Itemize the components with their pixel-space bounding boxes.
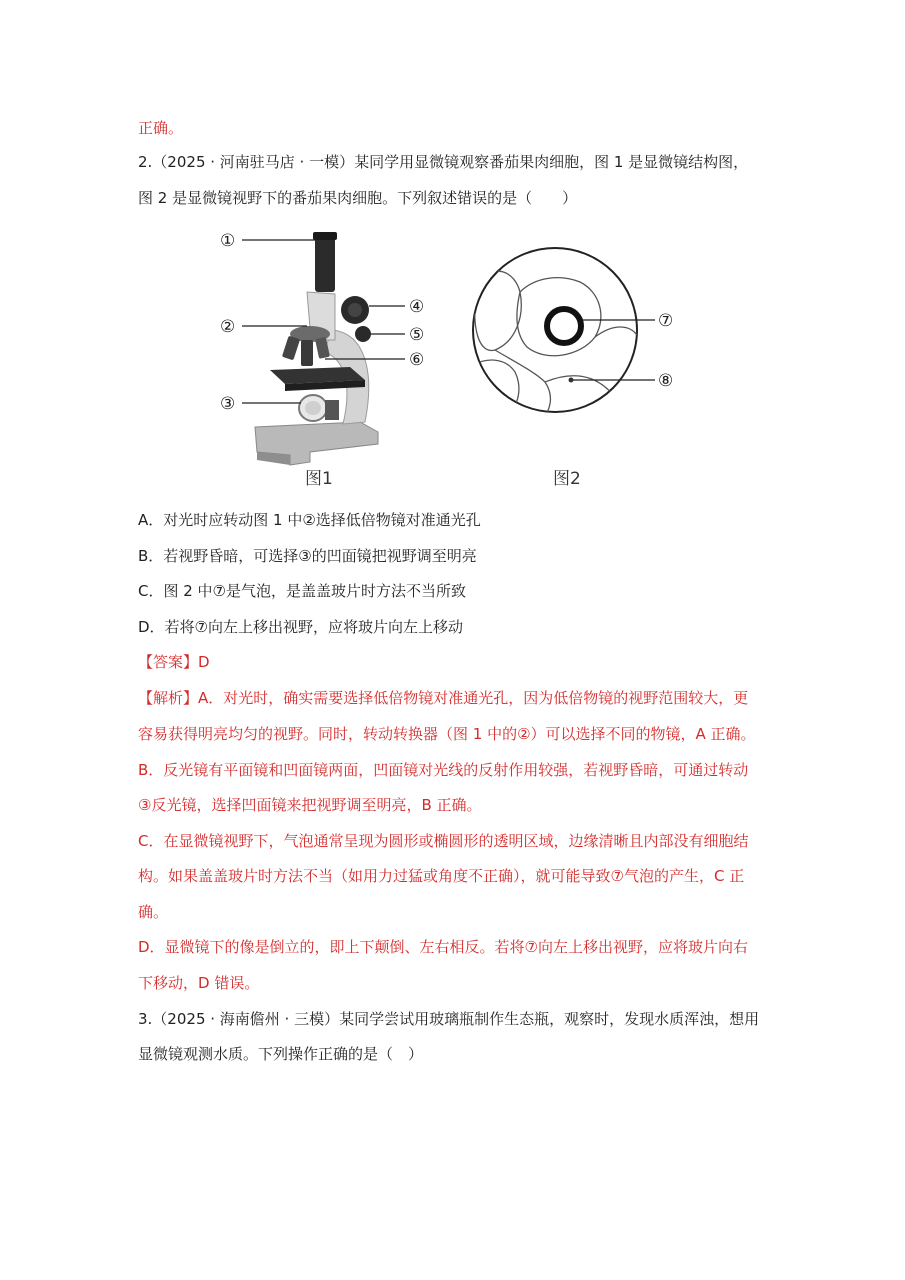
figures-svg bbox=[215, 222, 685, 497]
previous-answer-continuation: 正确。 bbox=[138, 119, 184, 137]
analysis-line-5: C．在显微镜视野下，气泡通常呈现为圆形或椭圆形的透明区域，边缘清晰且内部没有细胞结 bbox=[138, 832, 749, 850]
option-c: C．图 2 中⑦是气泡，是盖盖玻片时方法不当所致 bbox=[138, 582, 467, 600]
field-of-view-illustration bbox=[470, 243, 641, 422]
analysis-line-2: 容易获得明亮均匀的视野。同时，转动转换器（图 1 中的②）可以选择不同的物镜，A 正确。 bbox=[138, 725, 756, 743]
figure-1-label-4: ④ bbox=[409, 297, 425, 317]
figure-1-caption: 图1 bbox=[305, 469, 333, 489]
figure-1-label-6: ⑥ bbox=[409, 350, 425, 370]
analysis-line-1: 【解析】A．对光时，确实需要选择低倍物镜对准通光孔，因为低倍物镜的视野范围较大，更 bbox=[138, 689, 749, 707]
analysis-line-9: 下移动，D 错误。 bbox=[138, 974, 260, 992]
figure-2-label-7: ⑦ bbox=[658, 311, 674, 331]
analysis-line-8: D．显微镜下的像是倒立的，即上下颠倒、左右相反。若将⑦向左上移出视野，应将玻片向右 bbox=[138, 938, 749, 956]
question-3-stem-line-1: 3.（2025 · 海南儋州 · 三模）某同学尝试用玻璃瓶制作生态瓶，观察时，发现水质浑浊，想用 bbox=[138, 1010, 760, 1028]
figure-1-label-5: ⑤ bbox=[409, 325, 425, 345]
microscope-illustration bbox=[255, 232, 378, 465]
option-b: B．若视野昏暗，可选择③的凹面镜把视野调至明亮 bbox=[138, 547, 477, 565]
option-a: A．对光时应转动图 1 中②选择低倍物镜对准通光孔 bbox=[138, 511, 481, 529]
question-3-stem-line-2: 显微镜观测水质。下列操作正确的是（ ） bbox=[138, 1045, 424, 1063]
figure-1-label-3: ③ bbox=[220, 394, 236, 414]
figure-1-label-1: ① bbox=[220, 231, 236, 251]
figure-2-caption: 图2 bbox=[553, 469, 581, 489]
question-2-figures bbox=[215, 222, 685, 497]
figure-2-label-8: ⑧ bbox=[658, 371, 674, 391]
answer-line: 【答案】D bbox=[138, 653, 210, 671]
analysis-line-7: 确。 bbox=[138, 903, 169, 921]
analysis-line-3: B．反光镜有平面镜和凹面镜两面，凹面镜对光线的反射作用较强，若视野昏暗，可通过转动 bbox=[138, 761, 749, 779]
figure-1-label-2: ② bbox=[220, 317, 236, 337]
analysis-line-6: 构。如果盖盖玻片时方法不当（如用力过猛或角度不正确），就可能导致⑦气泡的产生，C 正 bbox=[138, 867, 745, 885]
question-2-stem-line-1: 2.（2025 · 河南驻马店 · 一模）某同学用显微镜观察番茄果肉细胞，图 1 是显微镜结构图， bbox=[138, 153, 749, 171]
option-d: D．若将⑦向左上移出视野，应将玻片向左上移动 bbox=[138, 618, 463, 636]
question-2-stem-line-2: 图 2 是显微镜视野下的番茄果肉细胞。下列叙述错误的是（ ） bbox=[138, 189, 578, 207]
analysis-line-4: ③反光镜，选择凹面镜来把视野调至明亮，B 正确。 bbox=[138, 796, 482, 814]
